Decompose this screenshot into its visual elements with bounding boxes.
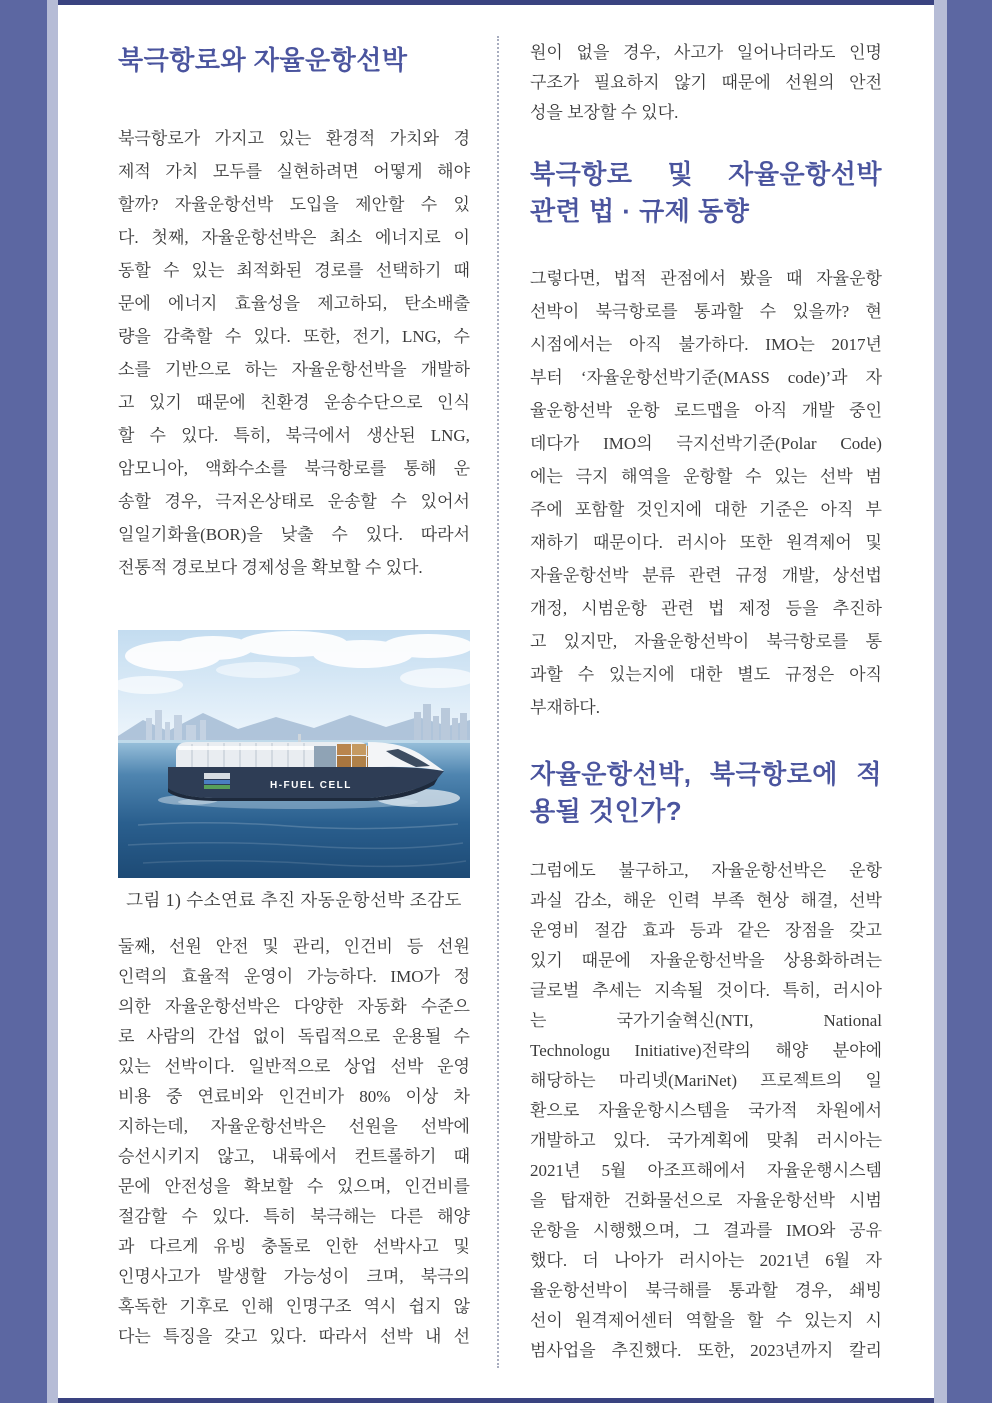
left-sidebar-bar bbox=[0, 0, 47, 1403]
section-heading-will-it-apply: 자율운항선박, 북극항로에 적 용될 것인가? bbox=[530, 759, 882, 826]
section-heading-law-regulation-trends: 북극항로 및 자율운항선박 관련 법 · 규제 동향 bbox=[530, 159, 882, 226]
left-sidebar-strip bbox=[47, 0, 58, 1403]
paragraph-right-1: 원이 없을 경우, 사고가 일어나더라도 인명 구조가 필요하지 않기 때문에 선원의 안전 성을 보장할 수 있다. bbox=[530, 43, 882, 122]
right-sidebar-bar bbox=[947, 0, 992, 1403]
ship-illustration bbox=[118, 630, 470, 878]
left-column bbox=[118, 0, 470, 1403]
right-sidebar-strip bbox=[934, 0, 947, 1403]
paragraph-right-3: 그럼에도 불구하고, 자율운항선박은 운항 과실 감소, 해운 인력 부족 현상 해결, 선박 운영비 절감 효과 등과 같은 장점을 갖고 있기 때문에 자율운항선박을 상용화하려는 글로벌 추세는 지속될 것이다. 특히, 러시아 는 국가기술혁신(NTI, National Technologu Initiative)전략의 해양 분야에 해당하는 마리넷(MariNet) 프로젝트의 일 환으로 자율운항시스템을 국가적 차원에서 개발하고 있다. 국가계획에 맞춰 러시아는 2021년 5월 아조프해에서 자율운행시스템 을 탑재한 건화물선으로 자율운항선박 시범 운항을 시행했으며, 그 결과를 IMO와 공유 했다. 더 나아가 러시아는 2021년 6월 자 율운항선박이 북극해를 통과할 경우, 쇄빙 선이 원격제어센터 역할을 할 수 있는지 시 범사업을 추진했다. 또한, 2023년까지 칼리 bbox=[530, 861, 882, 1360]
paragraph-left-2: 둘째, 선원 안전 및 관리, 인건비 등 선원 인력의 효율적 운영이 가능하다. IMO가 정 의한 자율운항선박은 다양한 자동화 수준으 로 사람의 간섭 없이 독립적으로 운용될 수 있는 선박이다. 일반적으로 상업 선박 운영 비용 중 연료비와 인건비가 80% 이상 차 지하는데, 자율운항선박은 선원을 선박에 승선시키지 않고, 내륙에서 컨트롤하기 때 문에 안전성을 확보할 수 있으며, 인건비를 절감할 수 있다. 특히 북극해는 다른 해양 과 다르게 유빙 충돌로 인한 선박사고 및 인명사고가 발생할 가능성이 크며, 북극의 혹독한 기후로 인해 인명구조 역시 쉽지 않 다는 특징을 갖고 있다. 따라서 선박 내 선 bbox=[118, 937, 470, 1346]
figure-caption: 그림 1) 수소연료 추진 자동운항선박 조감도 bbox=[126, 890, 462, 910]
right-column bbox=[530, 0, 882, 1403]
stern-logo bbox=[204, 773, 230, 789]
column-divider bbox=[497, 36, 499, 1368]
section-heading-arctic-route-and-autonomous-ships: 북극항로와 자율운항선박 bbox=[118, 45, 408, 75]
figure-1 bbox=[118, 630, 470, 912]
paragraph-left-1: 북극항로가 가지고 있는 환경적 가치와 경 제적 가치 모두를 실현하려면 어떻게 해야 할까? 자율운항선박 도입을 제안할 수 있 다. 첫째, 자율운항선박은 최소 에너지로 이 동할 수 있는 최적화된 경로를 선택하기 때 문에 에너지 효율성을 제고하되, 탄소배출 량을 감축할 수 있다. 또한, 전기, LNG, 수 소를 기반으로 하는 자율운항선박을 개발하 고 있기 때문에 친환경 운송수단으로 인식 할 수 있다. 특히, 북극에서 생산된 LNG, 암모니아, 액화수소를 북극항로를 통해 운 송할 경우, 극저온상태로 운송할 수 있어서 일일기화율(BOR)을 낮출 수 있다. 따라서 전통적 경로보다 경제성을 확보할 수 있다. bbox=[118, 129, 470, 577]
paragraph-right-2: 그렇다면, 법적 관점에서 봤을 때 자율운항 선박이 북극항로를 통과할 수 있을까? 현 시점에서는 아직 불가하다. IMO는 2017년 부터 ‘자율운항선박기준(MASS code)’과 자 율운항선박 운항 로드맵을 아직 개발 중인 데다가 IMO의 극지선박기준(Polar Code) 에는 극지 해역을 운항할 수 있는 선박 범 주에 포함할 것인지에 대한 기준은 아직 부 재하기 때문이다. 러시아 또한 원격제어 및 자율운항선박 분류 관련 규정 개발, 상선법 개정, 시범운항 관련 법 제정 등을 추진하 고 있지만, 자율운항선박이 북극항로를 통 과할 수 있는지에 대한 별도 규정은 아직 부재하다. bbox=[530, 269, 882, 717]
ship-hull-label: H-FUEL CELL bbox=[270, 780, 352, 791]
